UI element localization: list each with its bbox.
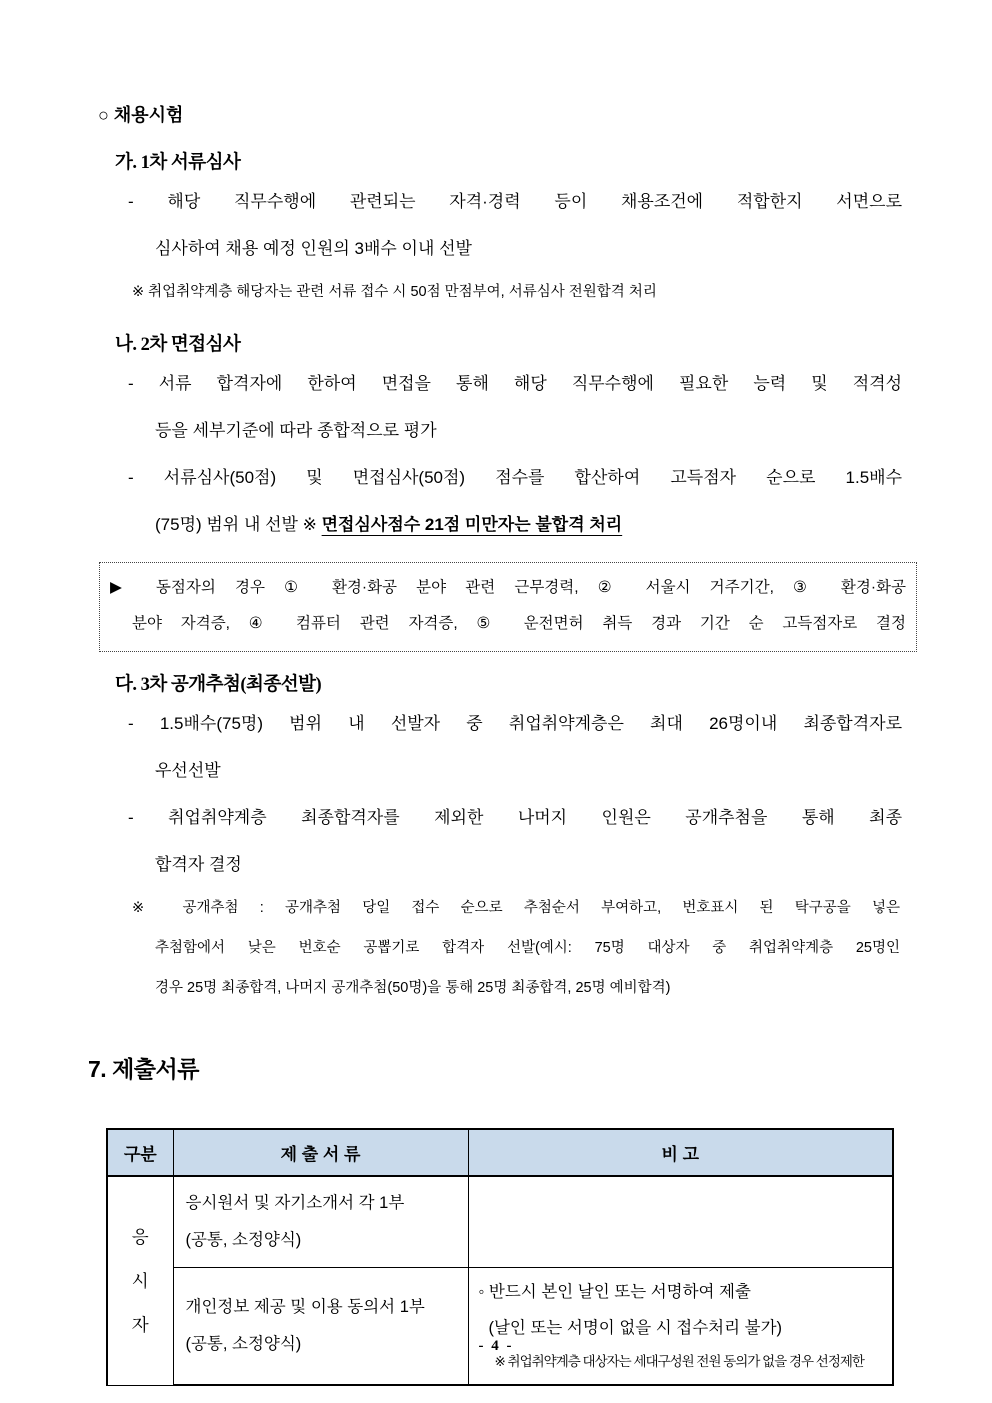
page-number: - 4 - (478, 1338, 514, 1354)
tiebreaker-line2: 분야 자격증, ④ 컴퓨터 관련 자격증, ⑤ 운전면허 취득 경과 기간 순 고득점자로 결정 (132, 615, 906, 632)
stage1-note: ※ 취업취약계층 해당자는 관련 서류 접수 시 50점 만점부여, 서류심사 전원합격 처리 (132, 284, 657, 300)
header-category: 구분 (107, 1129, 173, 1176)
stage3-note-line2: 추첨함에서 낮은 번호순 공뽑기로 합격자 선발(예시: 75명 대상자 중 취업취약계층 25명인 (155, 940, 900, 956)
stage3-item2-line1: - 취업취약계층 최종합격자를 제외한 나머지 인원은 공개추첨을 통해 최종 (128, 808, 902, 827)
applicant-char-3: 자 (131, 1314, 149, 1335)
documents-section-title: 7. 제출서류 (88, 1056, 199, 1082)
stage3-note-line1: ※ 공개추첨 : 공개추첨 당일 접수 순으로 추첨순서 부여하고, 번호표시 된 탁구공을 넣은 (132, 900, 900, 916)
tiebreaker-box (99, 562, 917, 652)
row2-remark-line1: ◦ 반드시 본인 날인 또는 서명하여 제출 (478, 1283, 751, 1301)
table-row (107, 1268, 893, 1386)
stage3-item1-line1: - 1.5배수(75명) 범위 내 선발자 중 취업취약계층은 최대 26명이내 최종합격자로 (128, 714, 902, 733)
row2-remarks-cell (468, 1268, 893, 1386)
header-documents: 제 출 서 류 (173, 1129, 468, 1176)
tiebreaker-line1: ▶ 동점자의 경우 ① 환경·화공 분야 관련 근무경력, ② 서울시 거주기간, ③ 환경·화공 (110, 579, 906, 596)
row2-remark-line2: (날인 또는 서명이 없을 시 접수처리 불가) (488, 1319, 783, 1337)
row2-doc-line1: 개인정보 제공 및 이용 동의서 1부 (185, 1298, 425, 1316)
recruitment-exam-section (98, 100, 904, 1008)
submission-documents-section (88, 1052, 904, 1386)
table-row (107, 1176, 893, 1268)
stage2-disqualification-rule: 면접심사점수 21점 미만자는 불합격 처리 (321, 515, 623, 534)
stage2-item2-line2 (98, 501, 904, 548)
stage2-item1-line2: 등을 세부기준에 따라 종합적으로 평가 (155, 421, 437, 440)
stage2-item1-line1: - 서류 합격자에 한하여 면접을 통해 해당 직무수행에 필요한 능력 및 적격성 (128, 374, 902, 393)
row1-doc-line2: (공통, 소정양식) (185, 1231, 302, 1249)
row2-doc-line2: (공통, 소정양식) (185, 1335, 302, 1353)
applicant-char-1: 응 (131, 1226, 149, 1247)
row1-doc-line1: 응시원서 및 자기소개서 각 1부 (185, 1194, 405, 1212)
stage2-heading: 나. 2차 면접심사 (115, 335, 241, 355)
row2-remark-line3: ※ 취업취약계층 대상자는 세대구성원 전원 동의가 없을 경우 선정제한 (494, 1354, 864, 1369)
stage2-item2-line2-prefix: (75명) 범위 내 선발 ※ (155, 515, 322, 534)
row1-remarks-cell (468, 1176, 893, 1268)
applicant-char-2: 시 (131, 1270, 149, 1291)
exam-section-title: ○ 채용시험 (98, 105, 184, 125)
table-header-row (107, 1129, 893, 1176)
row1-documents-cell (173, 1176, 468, 1268)
stage3-item2-line2: 합격자 결정 (155, 855, 242, 874)
header-remarks: 비 고 (468, 1129, 893, 1176)
stage1-heading: 가. 1차 서류심사 (115, 153, 241, 173)
stage3-item1-line2: 우선선발 (155, 761, 221, 780)
row2-documents-cell (173, 1268, 468, 1386)
stage3-note-line3: 경우 25명 최종합격, 나머지 공개추첨(50명)을 통해 25명 최종합격, 25명 예비합격) (155, 980, 671, 996)
stage1-item1-line2: 심사하여 채용 예정 인원의 3배수 이내 선발 (155, 239, 472, 258)
stage1-item1-line1: - 해당 직무수행에 관련되는 자격·경력 등이 채용조건에 적합한지 서면으로 (128, 192, 902, 211)
stage3-heading: 다. 3차 공개추첨(최종선발) (115, 675, 322, 695)
stage2-item2-line1: - 서류심사(50점) 및 면접심사(50점) 점수를 합산하여 고득점자 순으로 1.5배수 (128, 468, 902, 487)
